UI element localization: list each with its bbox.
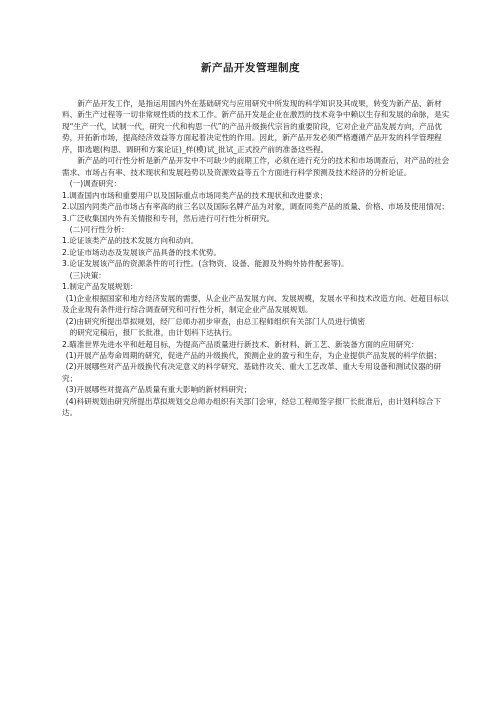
section-heading-decision: (三)决策：	[69, 270, 106, 280]
list-item: 1.论证该类产品的技术发展方向和动向。	[62, 236, 199, 246]
list-item: 的研究定稿后，报厂长批准，由计划科下达执行。	[69, 328, 237, 338]
list-item: (2)由研究所提出草拟规划，经厂总师办初步审查，由总工程师组织有关部门人员进行慎密	[65, 316, 366, 326]
section-heading-analysis: (二)可行性分析：	[69, 224, 129, 234]
list-item: (4)科研规划由研究所提出草拟规划交总师办组织有关部门会审，经总工程师签字报厂长批准后，由计划科综合下达。	[62, 396, 442, 418]
paragraph-intro: 新产品开发工作，是指运用国内外在基础研究与应用研究中所发现的科学知识及其成果，转变为新产品、新材料、新生产过程等一切非常规性质的技术工作。新产品开发是企业在激烈的技术竞争中赖以生存和发展的命脉，是实现“生产一代，试制一代，研究一代和构思一代”的产品升级换代宗旨的重要阶段，它对企业产品发展方向，产品优势，开拓新市场，提高经济效益等方面起着决定性的作用。因此，新产品开发必须严格遵循产品开发的科学管理程序，即选题(构思、调研和方案论证)_样(模)试_批试_正式投产前的准备这些程。	[62, 99, 450, 154]
page-title: 新产品开发管理制度	[201, 62, 300, 74]
list-item: (2)开展哪些对产品升级换代有决定意义的科学研究、基础件攻关、重大工艺改革、重大专用设备和测试仪器的研究；	[62, 362, 442, 383]
list-item: (3)开展哪些对提高产品质量有重大影响的新材料研究；	[65, 385, 252, 395]
list-item: 1.制定产品发展规划：	[62, 282, 138, 292]
section-heading-research: (一)调查研究：	[69, 179, 122, 189]
list-item: (1)企业根据国家和地方经济发展的需要，从企业产品发展方向、发展规模，发展水平和技术改造方向、赶超目标以及企业现有条件进行综合调查研究和可行性分析，制定企业产品发展规划。	[62, 293, 449, 315]
list-item: 2.论证市场动态及发展该产品具备的技术优势。	[62, 247, 222, 257]
list-item: 3.论证发展该产品的资源条件的可行性。(含物资、设备、能源及外购外协件配套等)。	[62, 259, 349, 269]
list-item: 2.瞄准世界先进水平和赶超目标，为提高产品质量进行新技术、新材料、新工艺、新装备方面的应用研究：	[62, 339, 419, 349]
list-item: 2.以国内同类产品市场占有率高的前三名以及国际名牌产品为对象，调查同类产品的质量、价格、市场及使用情况；	[62, 202, 449, 212]
list-item: 1.调查国内市场和重要用户以及国际重点市场同类产品的技术现状和改进要求；	[62, 190, 328, 200]
paragraph-feasibility: 新产品的可行性分析是新产品开发中不可缺少的前期工作，必须在进行充分的技术和市场调查后，对产品的社会需求、市场占有率、技术现状和发展趋势以及资源效益等五个方面进行科学预测及技术经济的分析论证。	[62, 156, 450, 177]
list-item: 3.广泛收集国内外有关情报和专刊，然后进行可行性分析研究。	[62, 213, 275, 223]
document-body	[62, 98, 454, 419]
list-item: (1)开展产品寿命周期的研究，促进产品的升级换代，预测企业的盈亏和生存，为企业提供产品发展的科学依据；	[65, 350, 442, 360]
